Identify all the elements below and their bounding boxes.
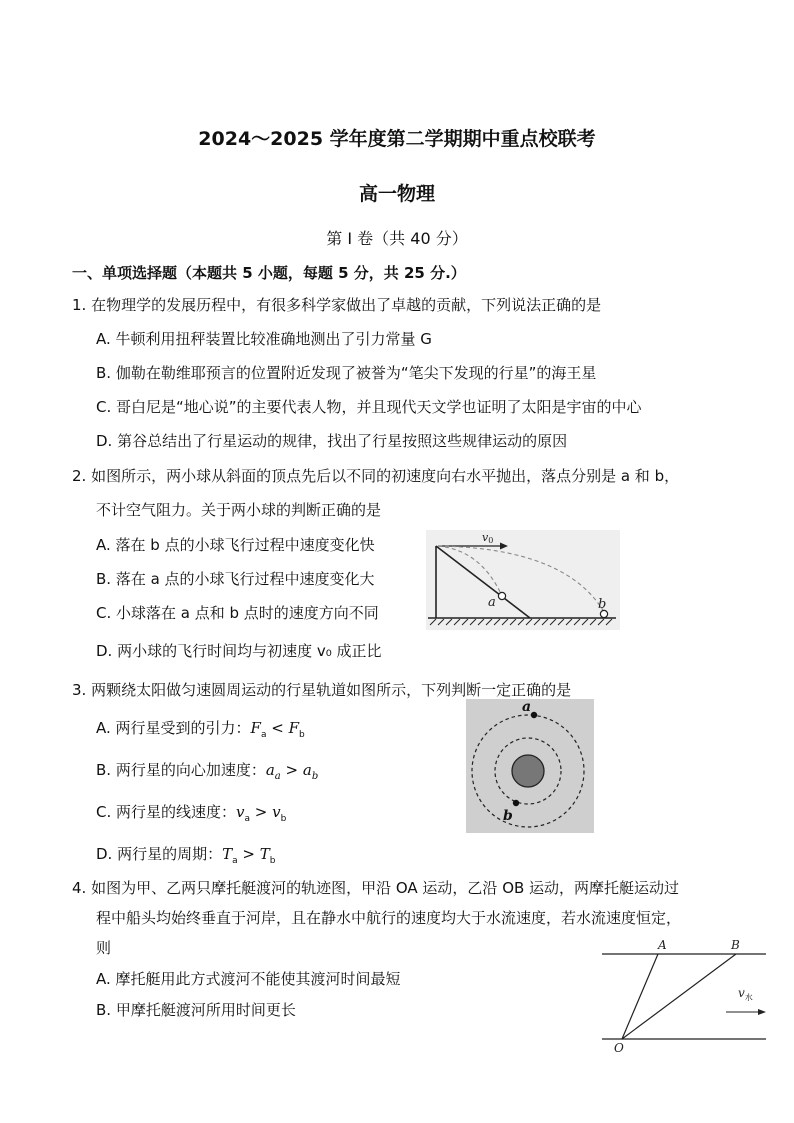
question-4-option-b: B. 甲摩托艇渡河所用时间更长 xyxy=(96,1001,296,1019)
question-3-option-b: B. 两行星的向心加速度：$a_a > a_b$ xyxy=(96,761,319,782)
river-crossing-figure xyxy=(598,935,770,1057)
question-3-stem: 3. 两颗绕太阳做匀速圆周运动的行星轨道如图所示，下列判断一定正确的是 xyxy=(72,681,572,699)
label-a: a xyxy=(488,595,496,610)
question-2-option-d: D. 两小球的飞行时间均与初速度 v₀ 成正比 xyxy=(96,642,382,660)
question-1-option-b: B. 伽勒在勒维耶预言的位置附近发现了被誉为“笔尖下发现的行星”的海王星 xyxy=(96,364,597,382)
planet-a xyxy=(531,712,537,718)
current-velocity-label: $v_水$ xyxy=(738,986,753,1002)
label-planet-a: a xyxy=(522,699,532,715)
label-b: b xyxy=(598,597,607,612)
label-planet-b: b xyxy=(503,808,513,824)
question-1-option-a: A. 牛顿利用扭秤装置比较准确地测出了引力常量 G xyxy=(96,330,432,348)
question-2-option-c: C. 小球落在 a 点和 b 点时的速度方向不同 xyxy=(96,604,379,622)
question-2-stem-line1: 2. 如图所示，两小球从斜面的顶点先后以不同的初速度向右水平抛出，落点分别是 a 和 b， xyxy=(72,467,680,485)
question-2-option-a: A. 落在 b 点的小球飞行过程中速度变化快 xyxy=(96,536,375,554)
figure-background xyxy=(426,530,620,630)
question-2-option-b: B. 落在 a 点的小球飞行过程中速度变化大 xyxy=(96,570,375,588)
subject-title: 高一物理 xyxy=(358,183,435,205)
planet-orbits-figure xyxy=(466,699,594,833)
question-4-stem-line1: 4. 如图为甲、乙两只摩托艇渡河的轨迹图，甲沿 OA 运动，乙沿 OB 运动，两摩托艇运动过 xyxy=(72,879,680,897)
arrowhead-icon xyxy=(758,1009,766,1015)
question-3-option-d: D. 两行星的周期：$T_a > T_b$ xyxy=(96,845,276,866)
planet-b xyxy=(513,800,519,806)
landing-point-a xyxy=(498,592,505,599)
volume-heading: 第 I 卷（共 40 分） xyxy=(326,229,468,248)
incline-projectile-figure xyxy=(426,530,620,630)
label-o: O xyxy=(614,1041,624,1055)
path-ob xyxy=(622,954,736,1039)
label-b: B xyxy=(731,938,740,952)
question-4-option-a: A. 摩托艇用此方式渡河不能使其渡河时间最短 xyxy=(96,970,401,988)
question-1-option-d: D. 第谷总结出了行星运动的规律，找出了行星按照这些规律运动的原因 xyxy=(96,432,568,450)
question-3-option-a: A. 两行星受到的引力：$F_a < F_b$ xyxy=(96,719,305,740)
sun-icon xyxy=(512,755,544,787)
v0-label: v0 xyxy=(482,531,494,545)
question-4-stem-line2: 程中船头均始终垂直于河岸，且在静水中航行的速度均大于水流速度，若水流速度恒定， xyxy=(96,909,682,927)
section-heading: 一、单项选择题（本题共 5 小题，每题 5 分，共 25 分.） xyxy=(72,264,466,282)
question-2-stem-line2: 不计空气阻力。关于两小球的判断正确的是 xyxy=(96,501,382,519)
question-4-stem-line3: 则 xyxy=(96,939,112,957)
question-1-option-c: C. 哥白尼是“地心说”的主要代表人物，并且现代天文学也证明了太阳是宇宙的中心 xyxy=(96,398,642,416)
label-a: A xyxy=(658,938,667,952)
question-1-stem: 1. 在物理学的发展历程中，有很多科学家做出了卓越的贡献，下列说法正确的是 xyxy=(72,296,602,314)
exam-title: 2024～2025 学年度第二学期期中重点校联考 xyxy=(198,128,596,150)
question-3-option-c: C. 两行星的线速度：$v_a > v_b$ xyxy=(96,803,287,824)
